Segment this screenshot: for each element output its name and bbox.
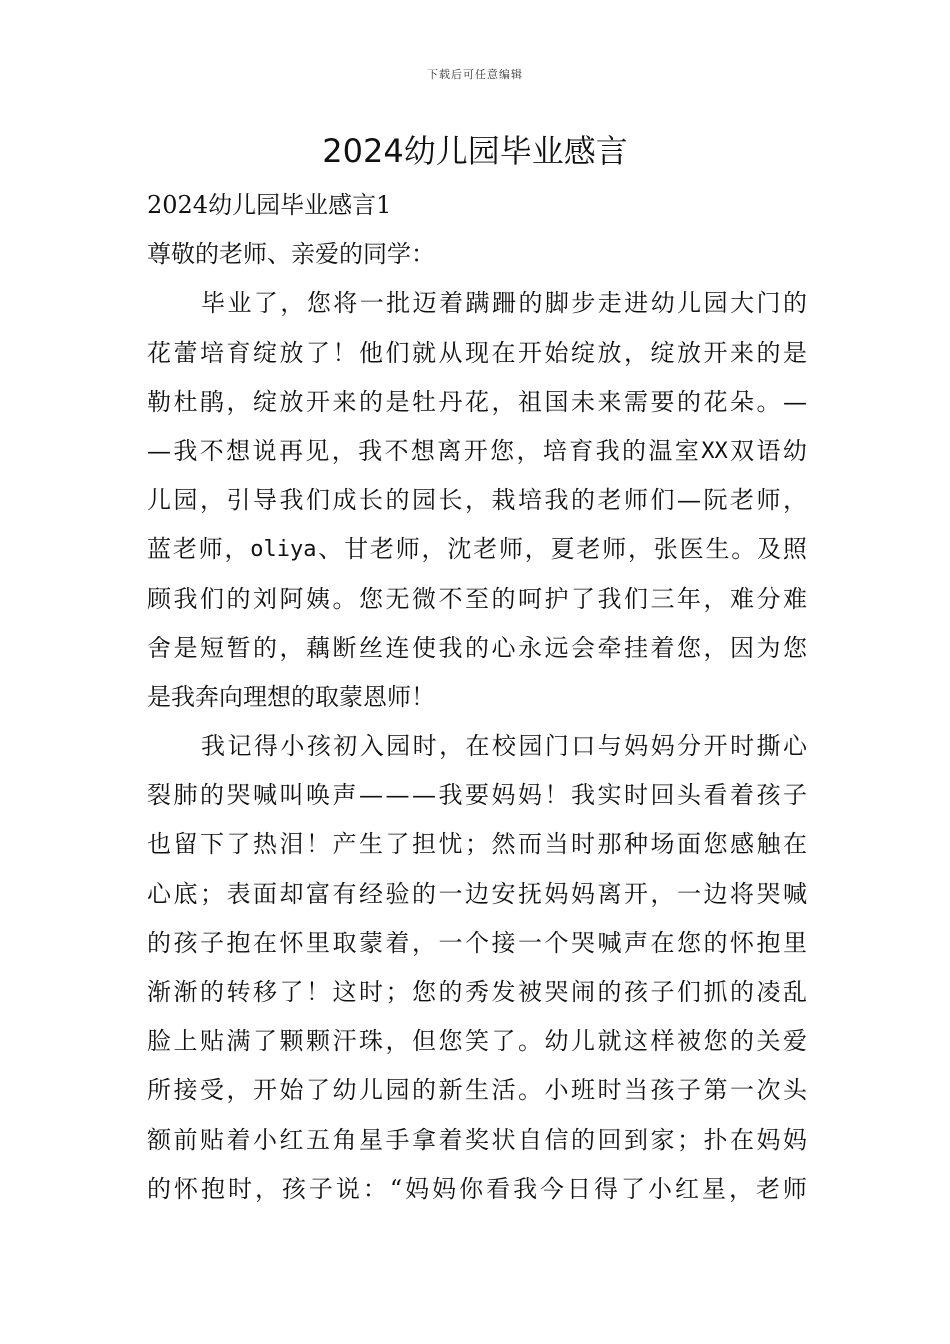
header-note: 下载后可任意编辑 [427, 68, 523, 81]
document-title: 2024幼儿园毕业感言 [322, 132, 628, 170]
text-line: 也 留 下 了 热 泪 ！ 产 生 了 担 忧 ； 然 而 当 时 那 种 场 面 您 感 触 在 [147, 830, 807, 859]
text-line: 勒 杜 鹃 ， 绽 放 开 来 的 是 牡 丹 花 ， 祖 国 未 来 需 要 的 花 朵 。 — [147, 387, 807, 416]
text-line: — 我 不 想 说 再 见 ， 我 不 想 离 开 您 ， 培 育 我 的 温 室 XX 双 语 幼 [147, 436, 807, 465]
text-line: 我 记 得 小 孩 初 入 园 时 ， 在 校 园 门 口 与 妈 妈 分 开 时 撕 心 [201, 732, 807, 761]
text-line: 舍 是 短 暂 的 ， 藕 断 丝 连 使 我 的 心 永 远 会 牵 挂 着 您 ， 因 为 您 [147, 633, 807, 662]
text-line: 脸 上 贴 满 了 颗 颗 汗 珠 ， 但 您 笑 了 。 幼 儿 就 这 样 被 您 的 关 爱 [147, 1027, 807, 1056]
salutation: 尊敬的老师、亲爱的同学： [147, 240, 435, 269]
text-line: 的 怀 抱 时 ， 孩 子 说 ： “ 妈 妈 你 看 我 今 日 得 了 小 红 星 ， 老 师 [147, 1174, 807, 1203]
text-line: 裂 肺 的 哭 喊 叫 唤 声 — — — 我 要 妈 妈 ！ 我 实 时 回 头 看 着 孩 子 [147, 781, 807, 810]
text-line: 是我奔向理想的取蒙恩师！ [147, 682, 435, 711]
text-line: 所 接 受 ， 开 始 了 幼 儿 园 的 新 生 活 。 小 班 时 当 孩 子 第 一 次 头 [147, 1076, 807, 1105]
document-body [147, 181, 807, 1214]
text-line: 渐 渐 的 转 移 了 ！ 这 时 ； 您 的 秀 发 被 哭 闹 的 孩 子 们 抓 的 凌 乱 [147, 978, 807, 1006]
text-line: 毕 业 了 ， 您 将 一 批 迈 着 蹒 跚 的 脚 步 走 进 幼 儿 园 大 门 的 [201, 289, 807, 318]
text-line: 额 前 贴 着 小 红 五 角 星 手 拿 着 奖 状 自 信 的 回 到 家 ； 扑 在 妈 妈 [147, 1125, 807, 1154]
text-line: 的 孩 子 抱 在 怀 里 取 蒙 着 ， 一 个 接 一 个 哭 喊 声 在 您 的 怀 抱 里 [147, 928, 807, 957]
text-line: 顾 我 们 的 刘 阿 姨 。 您 无 微 不 至 的 呵 护 了 我 们 三 年 ， 难 分 难 [147, 584, 807, 613]
text-line: 儿 园 ， 引 导 我 们 成 长 的 园 长 ， 栽 培 我 的 老 师 们 — 阮 老 师 ， [147, 486, 807, 515]
paragraph-2 [147, 722, 807, 1214]
text-line: 蓝 老 师 ， oliya 、 甘 老 师 ， 沈 老 师 ， 夏 老 师 ， 张 医 生 。 及 照 [147, 535, 807, 564]
paragraph-1 [147, 279, 807, 722]
section-heading: 2024幼儿园毕业感言1 [147, 191, 392, 219]
text-line: 花 蕾 培 育 绽 放 了 ！ 他 们 就 从 现 在 开 始 绽 放 ， 绽 放 开 来 的 是 [147, 338, 807, 367]
text-line: 心 底 ； 表 面 却 富 有 经 验 的 一 边 安 抚 妈 妈 离 开 ， 一 边 将 哭 喊 [147, 879, 807, 908]
